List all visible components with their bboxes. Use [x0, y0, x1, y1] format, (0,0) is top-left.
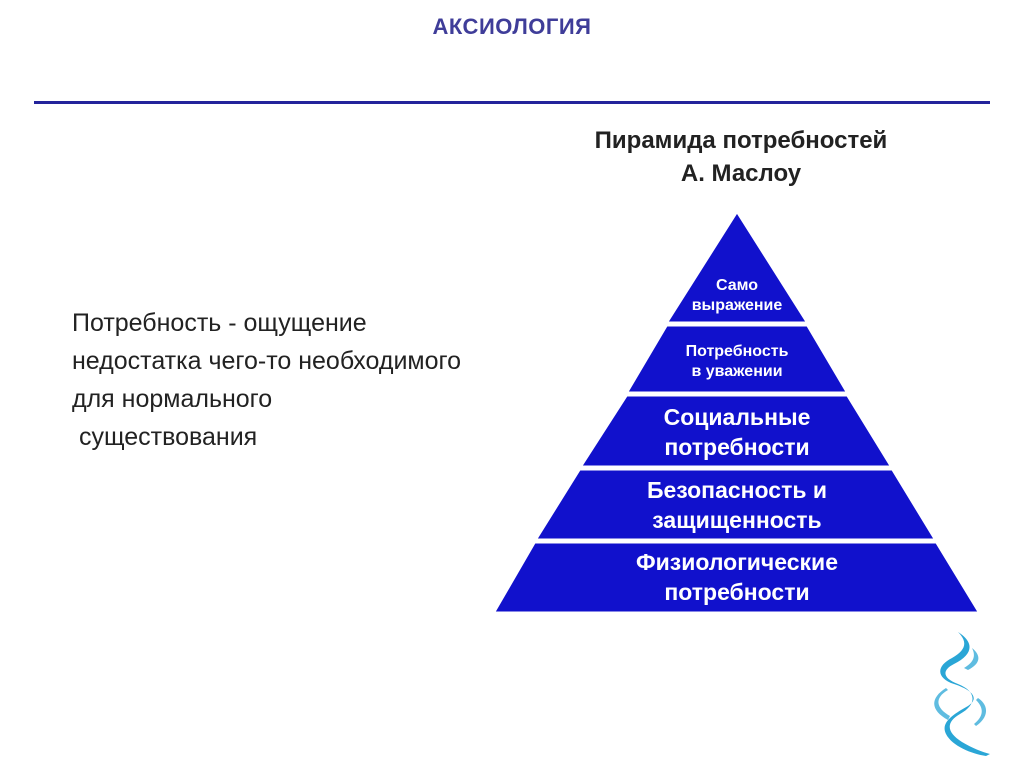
level-label-esteem-1: Потребность [685, 343, 789, 360]
level-label-self-expression-2: выражение [691, 297, 783, 314]
helix-logo-strand [940, 632, 990, 756]
level-label-esteem-2: в уважении [691, 363, 783, 380]
level-label-safety-2: защищенность [652, 507, 822, 533]
definition-line: недостатка чего-то необходимого [72, 347, 462, 375]
level-label-self-expression-1: Само [715, 277, 759, 294]
level-label-social-2: потребности [664, 434, 810, 460]
level-label-physiological-2: потребности [664, 579, 810, 605]
definition-line: существования [72, 423, 258, 451]
level-label-social-1: Социальные [663, 404, 811, 430]
definition-line: для нормального [72, 385, 273, 413]
pyramid-heading-line2: А. Маслоу [680, 160, 802, 187]
slide-title: АКСИОЛОГИЯ [432, 14, 592, 39]
definition-line: Потребность - ощущение [72, 309, 367, 337]
pyramid-heading-line1: Пирамида потребностей [594, 127, 888, 154]
level-label-safety-1: Безопасность и [646, 477, 828, 503]
level-label-physiological-1: Физиологические [636, 549, 838, 575]
helix-logo-icon [928, 628, 998, 756]
